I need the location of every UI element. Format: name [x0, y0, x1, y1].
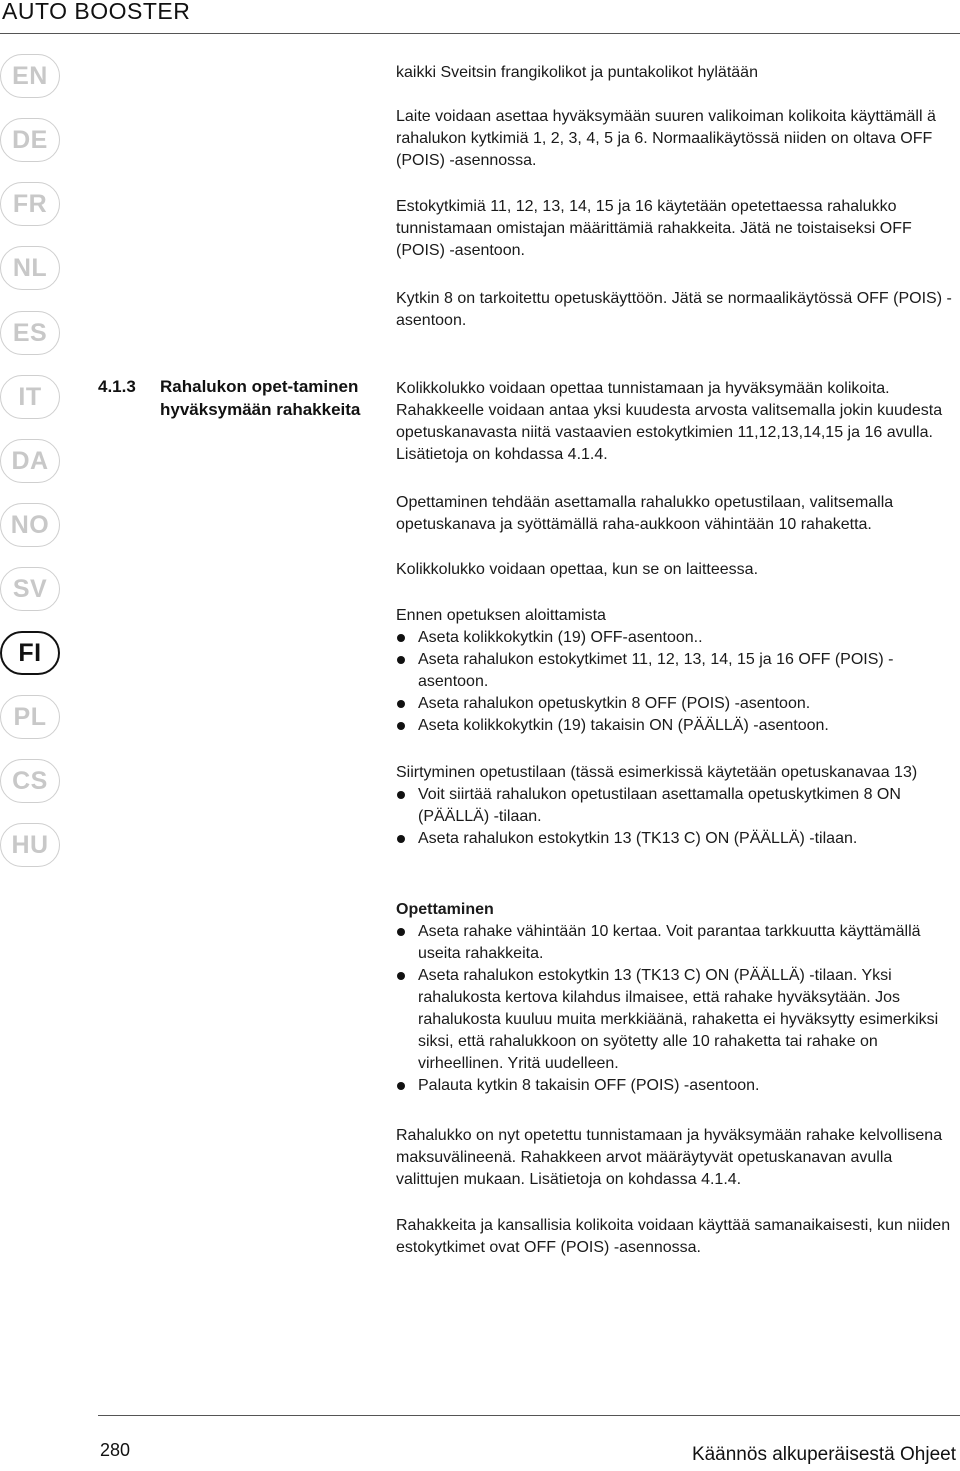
teaching-mode-section: [396, 762, 956, 850]
paragraph-rejected-coins: kaikki Sveitsin frangikolikot ja puntakolikot hylätään: [396, 64, 758, 81]
teaching-list: [396, 921, 956, 1097]
before-teaching-section: [396, 605, 956, 737]
language-tab-nl[interactable]: NL: [0, 246, 60, 290]
header-divider: [0, 33, 960, 34]
paragraph-teaching-intro: Kolikkolukko voidaan opettaa tunnistamaan ja hyväksymään kolikoita. Rahakkeelle voidaan antaa yksi kuudesta arvosta valitsemalla jokin kuudesta opetuskanavasta niitä vastaavien estokytkimien 11,12,13,14,15 ja 16 avulla. Lisätietoja on kohdassa 4.1.4.: [396, 380, 943, 463]
language-tab-da[interactable]: DA: [0, 439, 60, 483]
language-tab-de[interactable]: DE: [0, 118, 60, 162]
list-item: Palauta kytkin 8 takaisin OFF (POIS) -asentoon.: [396, 1075, 956, 1097]
list-item: Aseta kolikkokytkin (19) OFF-asentoon..: [396, 627, 956, 649]
list-item: Aseta rahalukon estokytkin 13 (TK13 C) ON (PÄÄLLÄ) -tilaan.: [396, 828, 956, 850]
list-item: Aseta kolikkokytkin (19) takaisin ON (PÄÄLLÄ) -asentoon.: [396, 715, 956, 737]
paragraph-teaching-installed: Kolikkolukko voidaan opettaa, kun se on laitteessa.: [396, 561, 759, 578]
paragraph-blocking-switches: Estokytkimiä 11, 12, 13, 14, 15 ja 16 käytetään opetettaessa rahalukko tunnistamaan omistajan määrittämiä rahakkeita. Jätä ne toistaiseksi OFF (POIS) -asentoon.: [396, 198, 912, 259]
footer-note: Käännös alkuperäisestä Ohjeet: [691, 1444, 956, 1465]
language-tab-sv[interactable]: SV: [0, 567, 60, 611]
paragraph-switch-8: Kytkin 8 on tarkoitettu opetuskäyttöön. Jätä se normaalikäytössä OFF (POIS) -asentoon.: [396, 290, 952, 329]
section-title: Rahalukon opet-taminen hyväksymään rahakkeita: [160, 377, 361, 419]
language-tab-hu[interactable]: HU: [0, 823, 60, 867]
teaching-mode-list: [396, 784, 956, 850]
paragraph-coin-switches: Laite voidaan asettaa hyväksymään suuren valikoiman kolikoita käyttämäll ä rahalukon kytkimiä 1, 2, 3, 4, 5 ja 6. Normaalikäytössä niiden on oltava OFF (POIS) -asennossa.: [396, 108, 936, 169]
list-item: Aseta rahalukon opetuskytkin 8 OFF (POIS) -asentoon.: [396, 693, 956, 715]
teaching-mode-heading: Siirtyminen opetustilaan (tässä esimerkissä käytetään opetuskanavaa 13): [396, 764, 918, 781]
before-teaching-list: [396, 627, 956, 737]
language-tab-it[interactable]: IT: [0, 375, 60, 419]
list-item: Voit siirtää rahalukon opetustilaan asettamalla opetuskytkimen 8 ON (PÄÄLLÄ) -tilaan.: [396, 784, 956, 828]
language-tab-no[interactable]: NO: [0, 503, 60, 547]
paragraph-result: Rahalukko on nyt opetettu tunnistamaan ja hyväksymään rahake kelvollisena maksuvälineenä. Rahakkeen arvot määräytyvät opetuskanavan avulla valittujen mukaan. Lisätietoja on kohdassa 4.1.4.: [396, 1127, 943, 1188]
language-tab-cs[interactable]: CS: [0, 759, 60, 803]
list-item: Aseta rahalukon estokytkimet 11, 12, 13, 14, 15 ja 16 OFF (POIS) -asentoon.: [396, 649, 956, 693]
teaching-heading: Opettaminen: [396, 901, 494, 918]
language-tab-fr[interactable]: FR: [0, 182, 60, 226]
section-number: 4.1.3: [98, 377, 136, 396]
language-tab-en[interactable]: EN: [0, 54, 60, 98]
paragraph-teaching-method: Opettaminen tehdään asettamalla rahalukko opetustilaan, valitsemalla opetuskanava ja syöttämällä raha-aukkoon vähintään 10 rahaketta.: [396, 494, 894, 533]
before-teaching-heading: Ennen opetuksen aloittamista: [396, 607, 606, 624]
language-tab-pl[interactable]: PL: [0, 695, 60, 739]
list-item: Aseta rahalukon estokytkin 13 (TK13 C) ON (PÄÄLLÄ) -tilaan. Yksi rahalukosta kertova kilahdus ilmaisee, että rahake hyväksytään. Jos rahalukosta kuuluu muita merkkiäänä, rahaketta ei hyväksytty esimerkiksi siksi, että rahalukkoon on syötetty alle 10 rahaketta tai rahake on virheellinen. Yritä uudelleen.: [396, 965, 956, 1075]
document-title: AUTO BOOSTER: [2, 0, 191, 24]
footer-divider: [98, 1415, 960, 1416]
language-tab-es[interactable]: ES: [0, 311, 60, 355]
paragraph-final: Rahakkeita ja kansallisia kolikoita voidaan käyttää samanaikaisesti, kun niiden estokytkimet ovat OFF (POIS) -asennossa.: [396, 1217, 951, 1256]
teaching-section: [396, 899, 956, 1097]
page-number: 280: [100, 1440, 131, 1460]
list-item: Aseta rahake vähintään 10 kertaa. Voit parantaa tarkkuutta käyttämällä useita rahakkeita.: [396, 921, 956, 965]
language-tab-fi[interactable]: FI: [0, 631, 60, 675]
